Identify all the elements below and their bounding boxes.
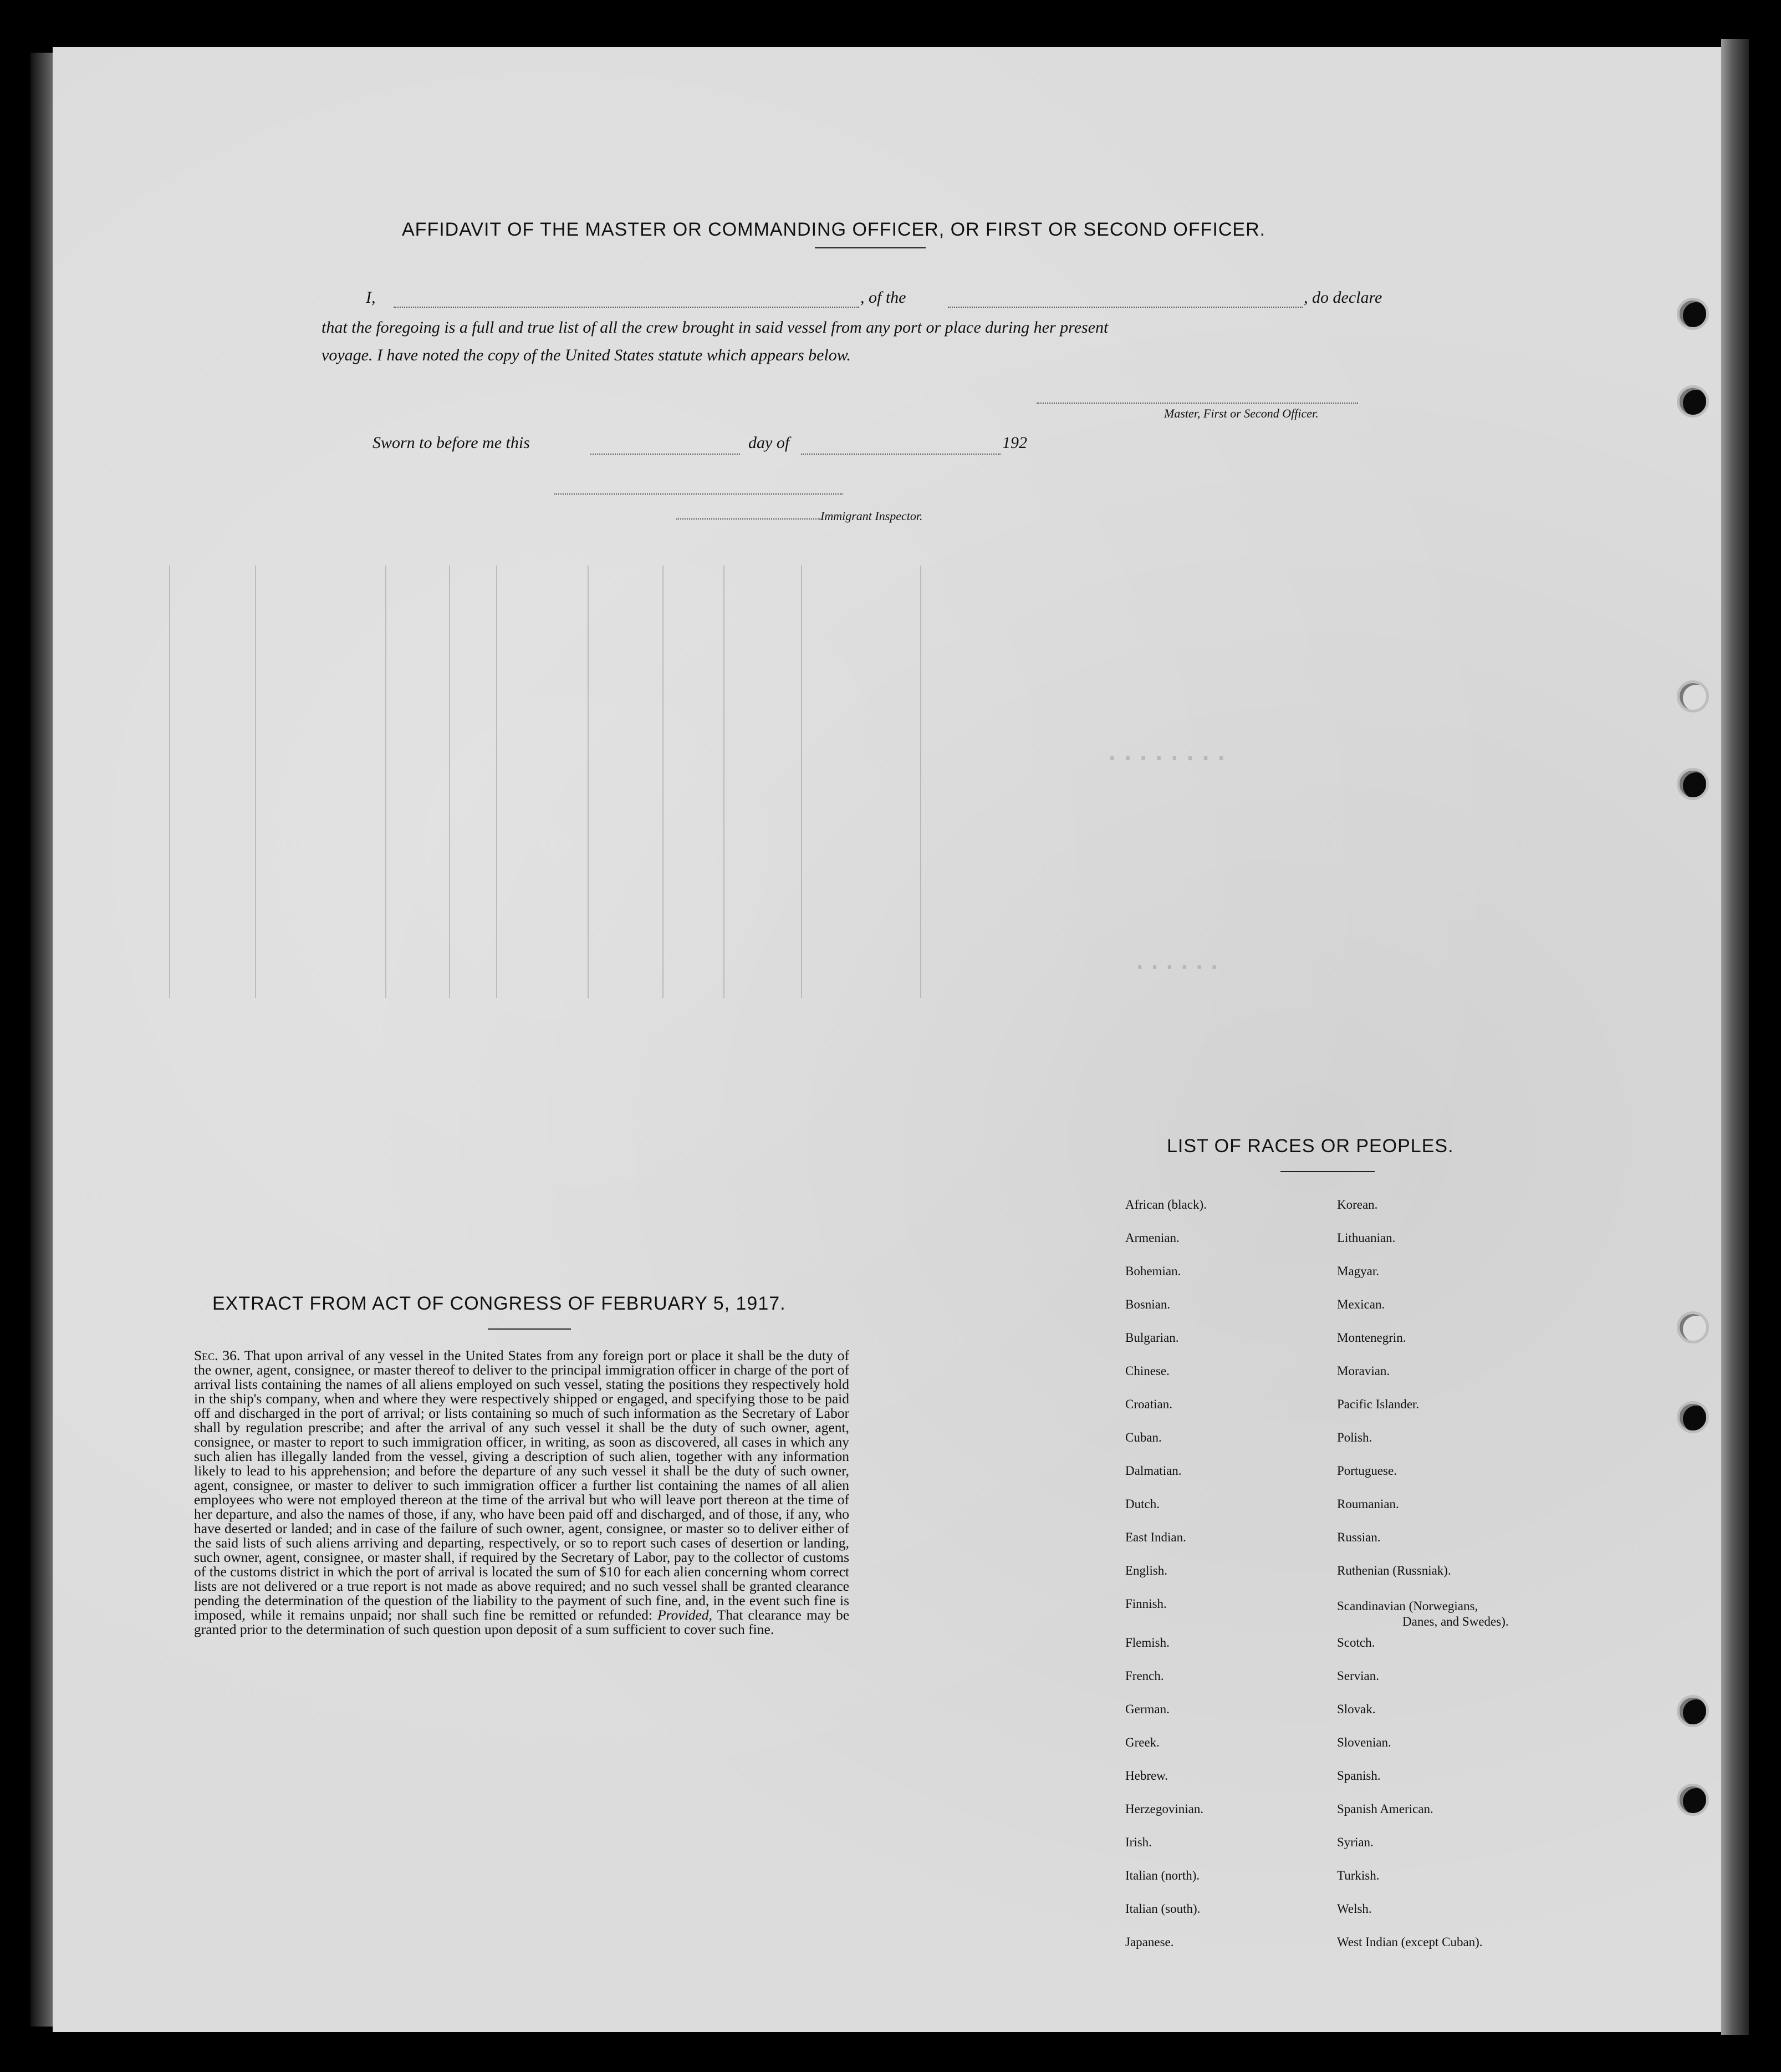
inspector-label: Immigrant Inspector.: [820, 509, 923, 523]
race-item: Turkish.: [1337, 1869, 1380, 1882]
inspector-blank-upper: [554, 493, 843, 495]
affidavit-title: AFFIDAVIT OF THE MASTER OR COMMANDING OFFICER, OR FIRST OR SECOND OFFICER.: [402, 219, 1266, 240]
race-item: Hebrew.: [1125, 1769, 1168, 1783]
signature-blank: [1037, 403, 1358, 404]
race-item: French.: [1125, 1669, 1164, 1683]
race-item: Dalmatian.: [1125, 1464, 1182, 1478]
binder-hole: [1677, 1695, 1709, 1727]
provided-word: Provided,: [657, 1607, 712, 1623]
binder-hole: [1677, 1401, 1709, 1433]
affidavit-i: I,: [366, 288, 376, 307]
affidavit-of-the: , of the: [860, 288, 906, 307]
race-item: Magyar.: [1337, 1264, 1380, 1278]
table-column-line: [255, 566, 256, 998]
extract-text-end: That clearance may be granted prior to the determination of such question upon deposit of a sum sufficient to cover such fine.: [194, 1607, 850, 1637]
race-item: Cuban.: [1125, 1430, 1162, 1444]
extract-title-underline: [488, 1328, 571, 1330]
race-item: Dutch.: [1125, 1497, 1160, 1511]
race-item: Japanese.: [1125, 1935, 1174, 1949]
bleed-through-mark: · · · · · ·: [1136, 954, 1219, 981]
race-item: Roumanian.: [1337, 1497, 1399, 1511]
race-item: Flemish.: [1125, 1636, 1170, 1650]
race-item: Chinese.: [1125, 1364, 1170, 1378]
race-item: English.: [1125, 1564, 1168, 1577]
race-item: Korean.: [1337, 1198, 1378, 1211]
form-sheet: [53, 47, 1721, 2032]
binder-hole: [1677, 680, 1709, 712]
race-item: Russian.: [1337, 1530, 1381, 1544]
day-blank: [590, 454, 740, 455]
race-item: Pacific Islander.: [1337, 1397, 1420, 1411]
race-item: Montenegrin.: [1337, 1331, 1406, 1345]
table-column-line: [920, 566, 921, 998]
extract-body: [194, 1348, 849, 1637]
race-item: Finnish.: [1125, 1597, 1167, 1611]
race-item: Croatian.: [1125, 1397, 1172, 1411]
title-underline: [815, 247, 926, 248]
race-item: Bosnian.: [1125, 1297, 1171, 1311]
binder-hole: [1677, 1311, 1709, 1343]
race-item: German.: [1125, 1702, 1170, 1716]
affidavit-line2: that the foregoing is a full and true list of all the crew brought in said vessel from any port or place during her present: [322, 318, 1109, 337]
extract-title: EXTRACT FROM ACT OF CONGRESS OF FEBRUARY 5, 1917.: [212, 1293, 786, 1314]
race-item: Danes, and Swedes).: [1402, 1615, 1509, 1628]
race-item: Mexican.: [1337, 1297, 1385, 1311]
table-column-line: [662, 566, 664, 998]
races-title: LIST OF RACES OR PEOPLES.: [1167, 1136, 1454, 1157]
affidavit-line3: voyage. I have noted the copy of the United States statute which appears below.: [322, 346, 851, 364]
race-item: West Indian (except Cuban).: [1337, 1935, 1483, 1949]
race-item: Bulgarian.: [1125, 1331, 1179, 1345]
race-item: Welsh.: [1337, 1902, 1372, 1916]
table-column-line: [169, 566, 170, 998]
race-item: Bohemian.: [1125, 1264, 1181, 1278]
race-item: Scandinavian (Norwegians,: [1337, 1599, 1478, 1613]
race-item: Slovak.: [1337, 1702, 1376, 1716]
page-left-edge: [30, 53, 53, 2027]
table-column-line: [801, 566, 802, 998]
race-item: Moravian.: [1337, 1364, 1390, 1378]
vessel-blank: [948, 307, 1303, 308]
table-column-line: [588, 566, 589, 998]
table-column-line: [385, 566, 386, 998]
page-right-edge: [1721, 39, 1749, 2035]
binder-hole: [1677, 298, 1709, 330]
races-title-underline: [1280, 1171, 1375, 1172]
race-item: African (black).: [1125, 1198, 1207, 1211]
race-item: Slovenian.: [1337, 1735, 1391, 1749]
race-item: Syrian.: [1337, 1835, 1374, 1849]
race-item: East Indian.: [1125, 1530, 1186, 1544]
bleed-through-mark: · · · · · · · ·: [1109, 744, 1227, 772]
race-item: Greek.: [1125, 1735, 1160, 1749]
extract-text: That upon arrival of any vessel in the United States from any foreign port or place it shall be the duty of the owner, agent, consignee, or master thereof to deliver to the principal immigration officer in charge of the port of arrival lists containing the names of all aliens employed on such vessel, stating the positions they respectively hold in the ship's company, when and where they were respectively shipped or engaged, and specifying those to be paid off and discharged in the port of arrival; or lists containing so much of such information as the Secretary of Labor shall by regulation prescribe; and after the arrival of any such vessel it shall be the duty of such owner, agent, consignee, or master to report to such immigration officer, in writing, as soon as discovered, all cases in which any such alien has illegally landed from the vessel, giving a description of such alien, together with any information likely to lead to his apprehension; and before the departure of any such vessel it shall be the duty of such owner, agent, consignee, or master to deliver to such immigration officer a further list containing the names of all alien employees who were not employed thereon at the time of the arrival but who will leave port thereon at the time of her departure, and also the names of those, if any, who have been paid off and discharged, and of those, if any, who have deserted or landed; and in case of the failure of such owner, agent, consignee, or master so to deliver either of the said lists of such aliens arriving and departing, respectively, or so to report such cases of desertion or landing, such owner, agent, consignee, or master shall, if required by the Secretary of Labor, pay to the collector of customs of the customs district in which the port of arrival is located the sum of $10 for each alien concerning whom correct lists are not delivered or a true report is not made as above required; and no such vessel shall be granted clearance pending the determination of the question of the liability to the payment of such fine, and, in the event such fine is imposed, while it remains unpaid; nor shall such fine be remitted or refunded:: [194, 1347, 849, 1623]
binder-hole: [1677, 385, 1709, 418]
race-item: Irish.: [1125, 1835, 1152, 1849]
race-item: Italian (south).: [1125, 1902, 1201, 1916]
year-text: 192: [1002, 434, 1027, 452]
name-blank: [394, 307, 859, 308]
day-of-text: day of: [748, 434, 790, 452]
sworn-text: Sworn to before me this: [372, 434, 530, 452]
binder-hole: [1677, 768, 1709, 800]
race-item: Herzegovinian.: [1125, 1802, 1204, 1816]
table-column-line: [723, 566, 724, 998]
table-column-line: [496, 566, 497, 998]
race-item: Spanish American.: [1337, 1802, 1433, 1816]
race-item: Italian (north).: [1125, 1869, 1200, 1882]
binder-hole: [1677, 1784, 1709, 1816]
race-item: Scotch.: [1337, 1636, 1375, 1650]
inspector-blank: [676, 518, 820, 520]
race-item: Servian.: [1337, 1669, 1380, 1683]
month-blank: [801, 454, 1001, 455]
race-item: Polish.: [1337, 1430, 1372, 1444]
race-item: Ruthenian (Russniak).: [1337, 1564, 1451, 1577]
section-label: Sec. 36.: [194, 1347, 241, 1363]
signature-label: Master, First or Second Officer.: [1164, 406, 1319, 420]
race-item: Spanish.: [1337, 1769, 1381, 1783]
affidavit-declare: , do declare: [1304, 288, 1382, 307]
race-item: Armenian.: [1125, 1231, 1180, 1245]
table-column-line: [449, 566, 450, 998]
race-item: Portuguese.: [1337, 1464, 1397, 1478]
race-item: Lithuanian.: [1337, 1231, 1396, 1245]
